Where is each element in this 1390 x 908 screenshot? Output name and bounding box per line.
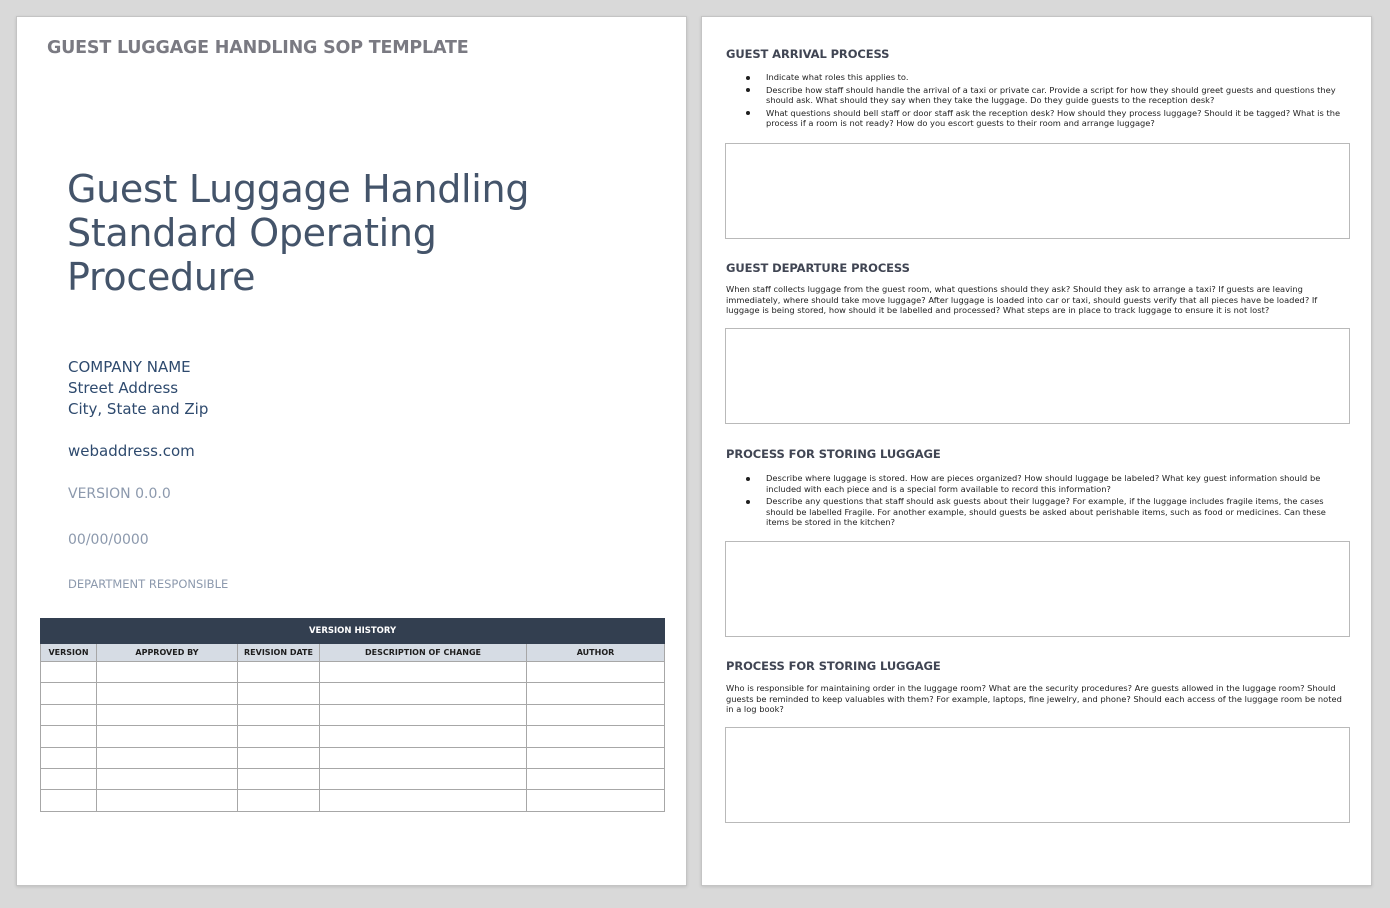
bullet-item: Describe any questions that staff should ask guests about their luggage? For example, if the luggage includes fragile items, the cases should be labelled Fragile. For another example, should guests be asked about perishable items, such as food or medicines. Can these items be stored in the kitchen?: [726, 496, 1351, 528]
table-cell[interactable]: [238, 726, 320, 747]
table-row: [41, 662, 665, 683]
table-cell[interactable]: [320, 747, 527, 768]
title-line-1: Guest Luggage Handling: [67, 167, 530, 211]
table-cell[interactable]: [41, 704, 97, 725]
table-row: [41, 726, 665, 747]
table-cell[interactable]: [238, 662, 320, 683]
bullet-item: Describe where luggage is stored. How are pieces organized? How should luggage be labeled? What key guest information should be included with each piece and is a special form available to record this information?: [726, 473, 1351, 494]
table-cell[interactable]: [97, 662, 238, 683]
table-cell[interactable]: [238, 790, 320, 811]
table-cell[interactable]: [238, 747, 320, 768]
table-cell[interactable]: [97, 790, 238, 811]
table-cell[interactable]: [238, 704, 320, 725]
column-header-description: DESCRIPTION OF CHANGE: [320, 644, 527, 662]
section-heading-storing-luggage: PROCESS FOR STORING LUGGAGE: [726, 447, 941, 461]
column-header-revision-date: REVISION DATE: [238, 644, 320, 662]
table-cell[interactable]: [41, 790, 97, 811]
bullet-item: What questions should bell staff or door staff ask the reception desk? How should they process luggage? Should it be tagged? What is the process if a room is not ready? How do you escort guests to their room and arrange luggage?: [726, 108, 1351, 129]
table-cell[interactable]: [320, 662, 527, 683]
table-cell[interactable]: [320, 790, 527, 811]
document-label: GUEST LUGGAGE HANDLING SOP TEMPLATE: [47, 38, 469, 58]
column-header-author: AUTHOR: [527, 644, 665, 662]
web-address-field[interactable]: webaddress.com: [68, 442, 195, 460]
table-cell[interactable]: [41, 768, 97, 789]
table-cell[interactable]: [97, 768, 238, 789]
department-field[interactable]: DEPARTMENT RESPONSIBLE: [68, 577, 229, 591]
storing-luggage-security-answer-box[interactable]: [725, 727, 1350, 823]
street-address-field[interactable]: Street Address: [68, 379, 179, 397]
table-row: [41, 704, 665, 725]
table-row: [41, 683, 665, 704]
bullet-item: Indicate what roles this applies to.: [726, 72, 1351, 83]
bullet-item: Describe how staff should handle the arrival of a taxi or private car. Provide a script for how they should greet guests and questions they should ask. What should they say when they take the luggage. Do they guide guests to the reception desk?: [726, 85, 1351, 106]
table-cell[interactable]: [527, 726, 665, 747]
version-history-table: [40, 618, 665, 812]
table-cell[interactable]: [320, 704, 527, 725]
section-heading-storing-luggage-security: PROCESS FOR STORING LUGGAGE: [726, 659, 941, 673]
table-cell[interactable]: [41, 726, 97, 747]
title-line-2: Standard Operating: [67, 211, 437, 255]
table-cell[interactable]: [238, 768, 320, 789]
table-cell[interactable]: [41, 662, 97, 683]
guest-departure-description: When staff collects luggage from the guest room, what questions should they ask? Should they ask to arrange a taxi? If guests are leaving immediately, where should take move luggage? After luggage is loaded into car or taxi, should guests verify that all pieces have be loaded? If luggage is being stored, how should it be labelled and processed? What steps are in place to track luggage to ensure it is not lost?: [726, 284, 1318, 315]
table-cell[interactable]: [97, 747, 238, 768]
document-title[interactable]: [67, 167, 627, 299]
table-cell[interactable]: [320, 726, 527, 747]
table-cell[interactable]: [320, 768, 527, 789]
table-cell[interactable]: [527, 747, 665, 768]
section-heading-guest-departure: GUEST DEPARTURE PROCESS: [726, 261, 910, 275]
storing-luggage-answer-box[interactable]: [725, 541, 1350, 637]
table-cell[interactable]: [527, 704, 665, 725]
table-cell[interactable]: [527, 790, 665, 811]
procedures-page: [701, 16, 1372, 886]
cover-page: [16, 16, 687, 886]
table-cell[interactable]: [97, 726, 238, 747]
column-header-approved-by: APPROVED BY: [97, 644, 238, 662]
storing-luggage-bullets: [726, 473, 1351, 530]
guest-arrival-answer-box[interactable]: [725, 143, 1350, 239]
table-cell[interactable]: [527, 683, 665, 704]
guest-departure-answer-box[interactable]: [725, 328, 1350, 424]
version-field[interactable]: VERSION 0.0.0: [68, 486, 171, 502]
company-name-field[interactable]: COMPANY NAME: [68, 358, 191, 376]
section-heading-guest-arrival: GUEST ARRIVAL PROCESS: [726, 47, 890, 61]
table-cell[interactable]: [238, 683, 320, 704]
storing-luggage-security-description: Who is responsible for maintaining order in the luggage room? What are the security procedures? Are guests allowed in the luggage room? Should guests be reminded to keep valuables with them? For example, laptops, fine jewelry, and phone? Should each access of the luggage room be noted in a log book?: [726, 683, 1342, 714]
guest-arrival-bullets: [726, 72, 1351, 131]
table-cell[interactable]: [527, 662, 665, 683]
table-row: [41, 747, 665, 768]
city-state-zip-field[interactable]: City, State and Zip: [68, 400, 209, 418]
table-cell[interactable]: [320, 683, 527, 704]
title-line-3: Procedure: [67, 255, 256, 299]
table-row: [41, 790, 665, 811]
table-row: [41, 768, 665, 789]
version-history-title: VERSION HISTORY: [41, 619, 665, 644]
table-cell[interactable]: [97, 704, 238, 725]
table-cell[interactable]: [527, 768, 665, 789]
table-cell[interactable]: [97, 683, 238, 704]
table-cell[interactable]: [41, 747, 97, 768]
date-field[interactable]: 00/00/0000: [68, 532, 149, 548]
column-header-version: VERSION: [41, 644, 97, 662]
table-cell[interactable]: [41, 683, 97, 704]
